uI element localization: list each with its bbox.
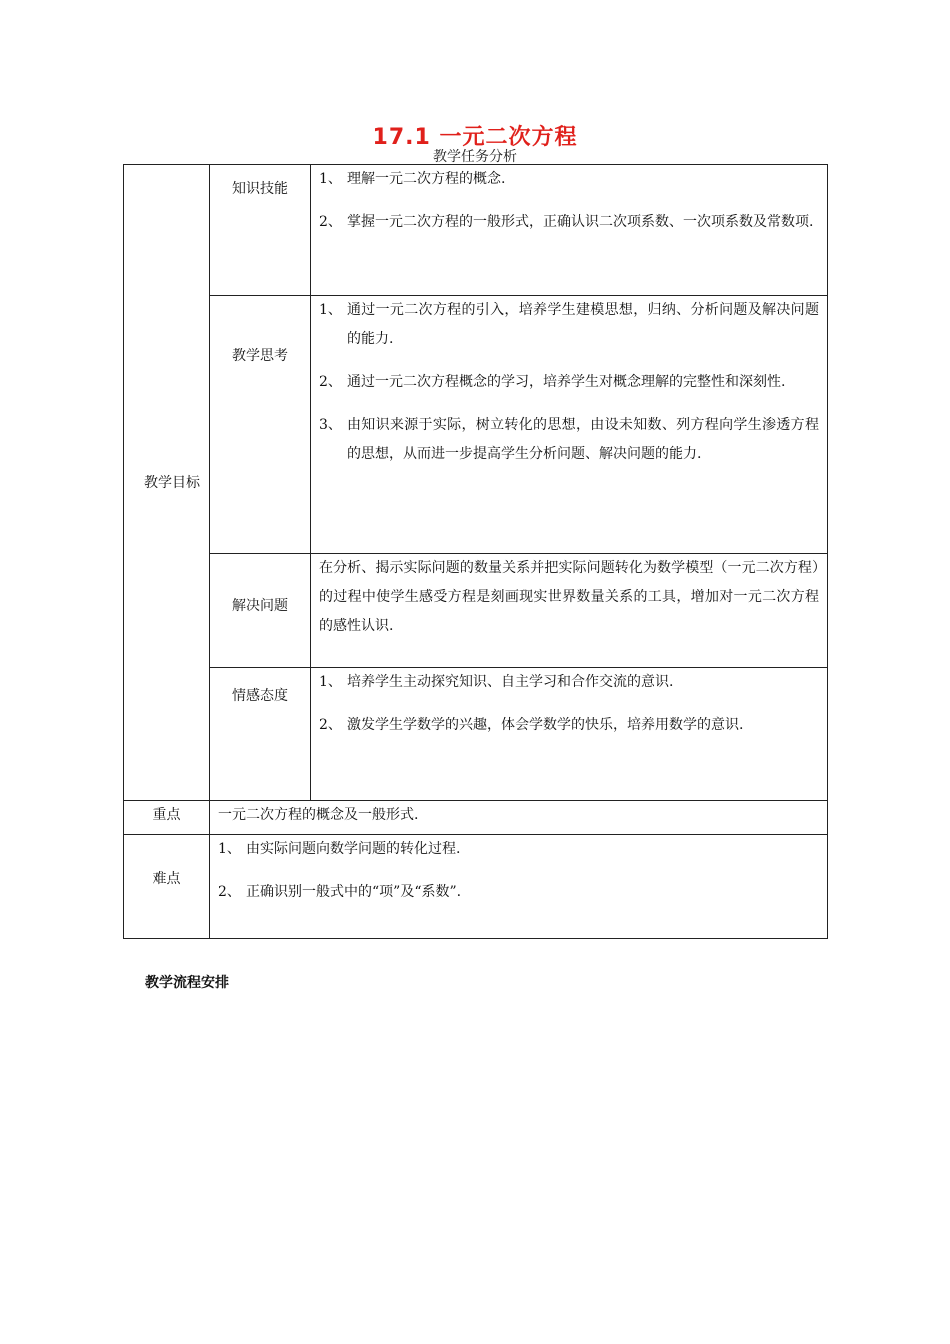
item-number: 1、 [319, 302, 342, 318]
item-number: 2、 [319, 717, 342, 733]
category-cell [210, 668, 311, 801]
page-subtitle: 教学任务分析 [433, 149, 517, 165]
item-text: 培养学生主动探究知识、自主学习和合作交流的意识. [347, 674, 674, 690]
item-number: 1、 [319, 674, 342, 690]
difficulty-label-cell [124, 835, 210, 939]
category-label: 情感态度 [232, 688, 288, 704]
group-label: 教学目标 [144, 474, 200, 491]
category-cell [210, 554, 311, 668]
item-number: 2、 [319, 374, 342, 390]
item-number: 1、 [218, 841, 241, 857]
item-text: 通过一元二次方程概念的学习，培养学生对概念理解的完整性和深刻性. [347, 374, 786, 390]
item-text: 由实际问题向数学问题的转化过程. [246, 841, 461, 857]
item-text: 正确识别一般式中的“项”及“系数”. [246, 884, 462, 900]
category-label: 知识技能 [232, 181, 288, 197]
item-number: 2、 [218, 884, 241, 900]
category-cell [210, 165, 311, 296]
key-point-label-cell [124, 801, 210, 835]
key-point-text: 一元二次方程的概念及一般形式. [218, 807, 419, 823]
item-number: 3、 [319, 417, 342, 433]
teaching-task-table [123, 164, 828, 939]
page-title: 17.1 一元二次方程 [372, 125, 578, 150]
key-point-content-cell [210, 801, 828, 835]
key-point-label: 重点 [152, 807, 181, 823]
list-item [319, 165, 819, 194]
category-label: 教学思考 [232, 348, 288, 364]
list-item [319, 296, 819, 354]
paragraph-text: 在分析、揭示实际问题的数量关系并把实际问题转化为数学模型（一元二次方程）的过程中使学生感受方程是刻画现实世界数量关系的工具，增加对一元二次方程的感性认识. [319, 560, 819, 634]
category-cell [210, 296, 311, 554]
content-cell [311, 668, 828, 801]
list-item [319, 411, 819, 469]
item-text: 由知识来源于实际，树立转化的思想，由设未知数、列方程向学生渗透方程的思想，从而进一步提高学生分析问题、解决问题的能力. [347, 417, 819, 462]
difficulty-content-cell [210, 835, 828, 939]
table-row [124, 835, 828, 939]
list-item [218, 878, 819, 907]
content-cell [311, 296, 828, 554]
table-row [124, 801, 828, 835]
difficulty-label: 难点 [152, 871, 181, 887]
content-cell [311, 554, 828, 668]
item-text: 激发学生学数学的兴趣，体会学数学的快乐，培养用数学的意识. [347, 717, 744, 733]
section-heading: 教学流程安排 [145, 975, 229, 991]
content-cell [311, 165, 828, 296]
list-item [218, 835, 819, 864]
category-label: 解决问题 [232, 598, 288, 614]
table-row [124, 296, 828, 554]
list-item [319, 368, 819, 397]
list-item [319, 711, 819, 740]
item-text: 通过一元二次方程的引入，培养学生建模思想，归纳、分析问题及解决问题的能力. [347, 302, 819, 347]
table-row [124, 554, 828, 668]
list-item [319, 668, 819, 697]
table-row [124, 668, 828, 801]
item-number: 1、 [319, 171, 342, 187]
item-text: 掌握一元二次方程的一般形式，正确认识二次项系数、一次项系数及常数项. [347, 214, 814, 230]
group-label-cell [124, 165, 210, 801]
item-text: 理解一元二次方程的概念. [347, 171, 506, 187]
table-row [124, 165, 828, 296]
item-number: 2、 [319, 214, 342, 230]
list-item [319, 208, 819, 237]
